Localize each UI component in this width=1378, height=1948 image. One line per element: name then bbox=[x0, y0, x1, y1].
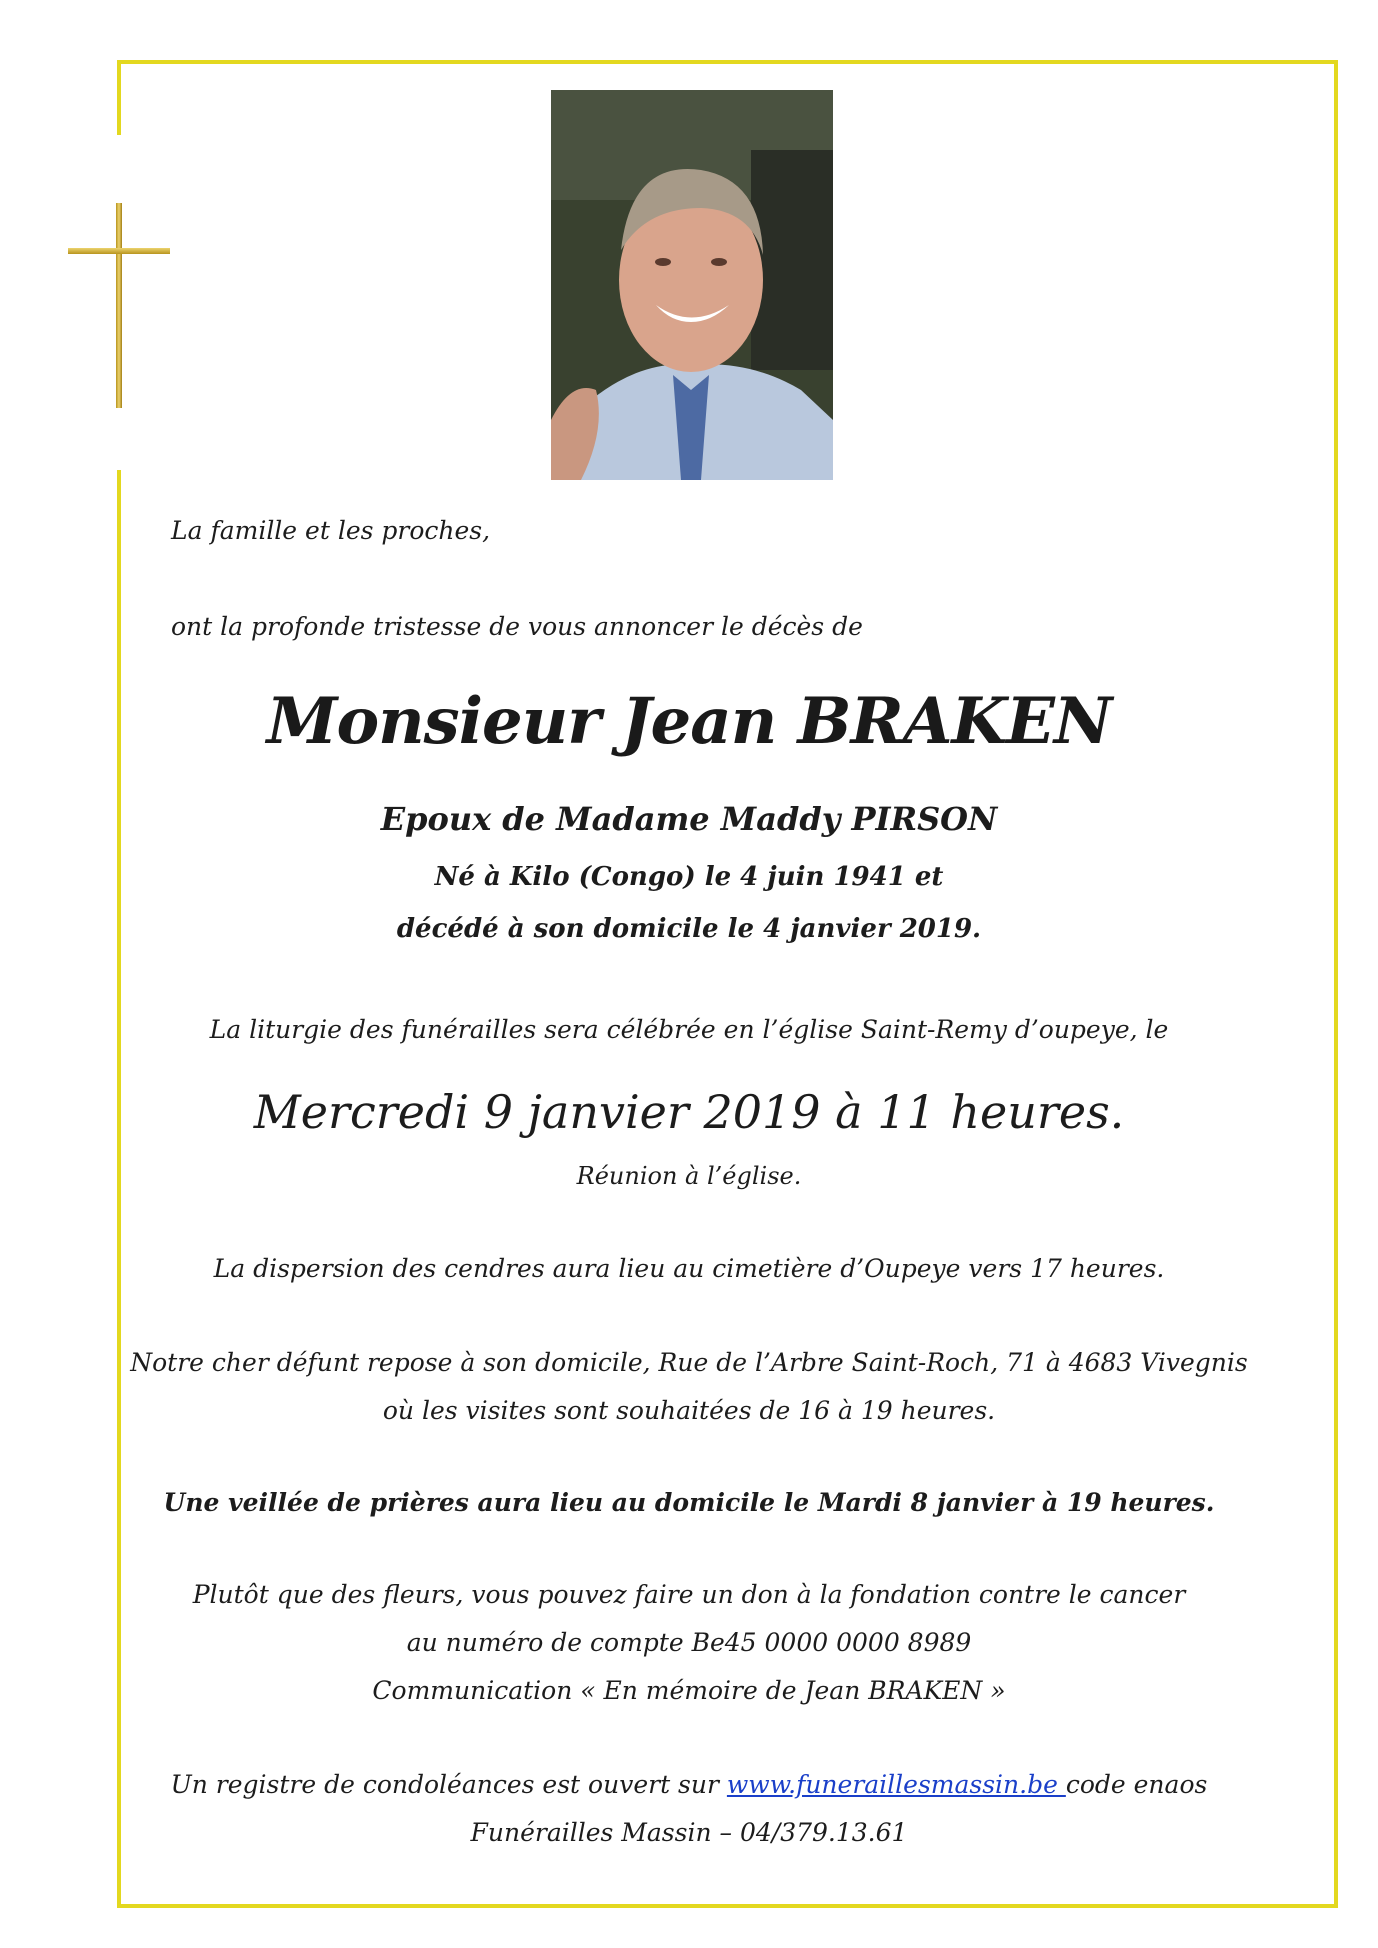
frame-left-border-upper bbox=[117, 60, 121, 135]
spouse-line: Epoux de Madame Maddy PIRSON bbox=[380, 800, 998, 838]
funeral-home-website-link[interactable]: www.funeraillesmassin.be bbox=[726, 1770, 1066, 1799]
intro-family-line: La famille et les proches, bbox=[171, 516, 491, 545]
repose-address-line: Notre cher défunt repose à son domicile, Rue de l’Arbre Saint-Roch, 71 à 4683 Vivegnis bbox=[130, 1348, 1248, 1377]
condolence-register-line bbox=[0, 1770, 1378, 1799]
register-prefix: Un registre de condoléances est ouvert sur bbox=[170, 1770, 727, 1799]
liturgy-line: La liturgie des funérailles sera célébrée en l’église Saint-Remy d’oupeye, le bbox=[209, 1015, 1169, 1044]
donation-line-1: Plutôt que des fleurs, vous pouvez faire un don à la fondation contre le cancer bbox=[192, 1580, 1186, 1609]
donation-communication-line: Communication « En mémoire de Jean BRAKEN » bbox=[372, 1676, 1006, 1705]
frame-bottom-border bbox=[117, 1904, 1338, 1908]
ash-dispersion-line: La dispersion des cendres aura lieu au cimetière d’Oupeye vers 17 heures. bbox=[213, 1254, 1165, 1283]
death-line: décédé à son domicile le 4 janvier 2019. bbox=[396, 914, 982, 944]
gold-cross-icon bbox=[68, 203, 170, 408]
frame-top-border bbox=[117, 60, 1338, 64]
birth-line: Né à Kilo (Congo) le 4 juin 1941 et bbox=[434, 862, 944, 892]
visit-hours-line: où les visites sont souhaitées de 16 à 19 heures. bbox=[382, 1396, 996, 1425]
deceased-name: Monsieur Jean BRAKEN bbox=[266, 684, 1112, 759]
donation-account-line: au numéro de compte Be45 0000 0000 8989 bbox=[406, 1628, 972, 1657]
meeting-place: Réunion à l’église. bbox=[576, 1162, 802, 1190]
portrait-photo bbox=[551, 90, 833, 480]
intro-announcement-line: ont la profonde tristesse de vous annoncer le décès de bbox=[171, 612, 863, 641]
funeral-home-contact: Funérailles Massin – 04/379.13.61 bbox=[470, 1818, 908, 1847]
prayer-vigil-line: Une veillée de prières aura lieu au domicile le Mardi 8 janvier à 19 heures. bbox=[163, 1488, 1215, 1517]
ceremony-date: Mercredi 9 janvier 2019 à 11 heures. bbox=[253, 1085, 1125, 1139]
register-suffix: code enaos bbox=[1065, 1770, 1208, 1799]
